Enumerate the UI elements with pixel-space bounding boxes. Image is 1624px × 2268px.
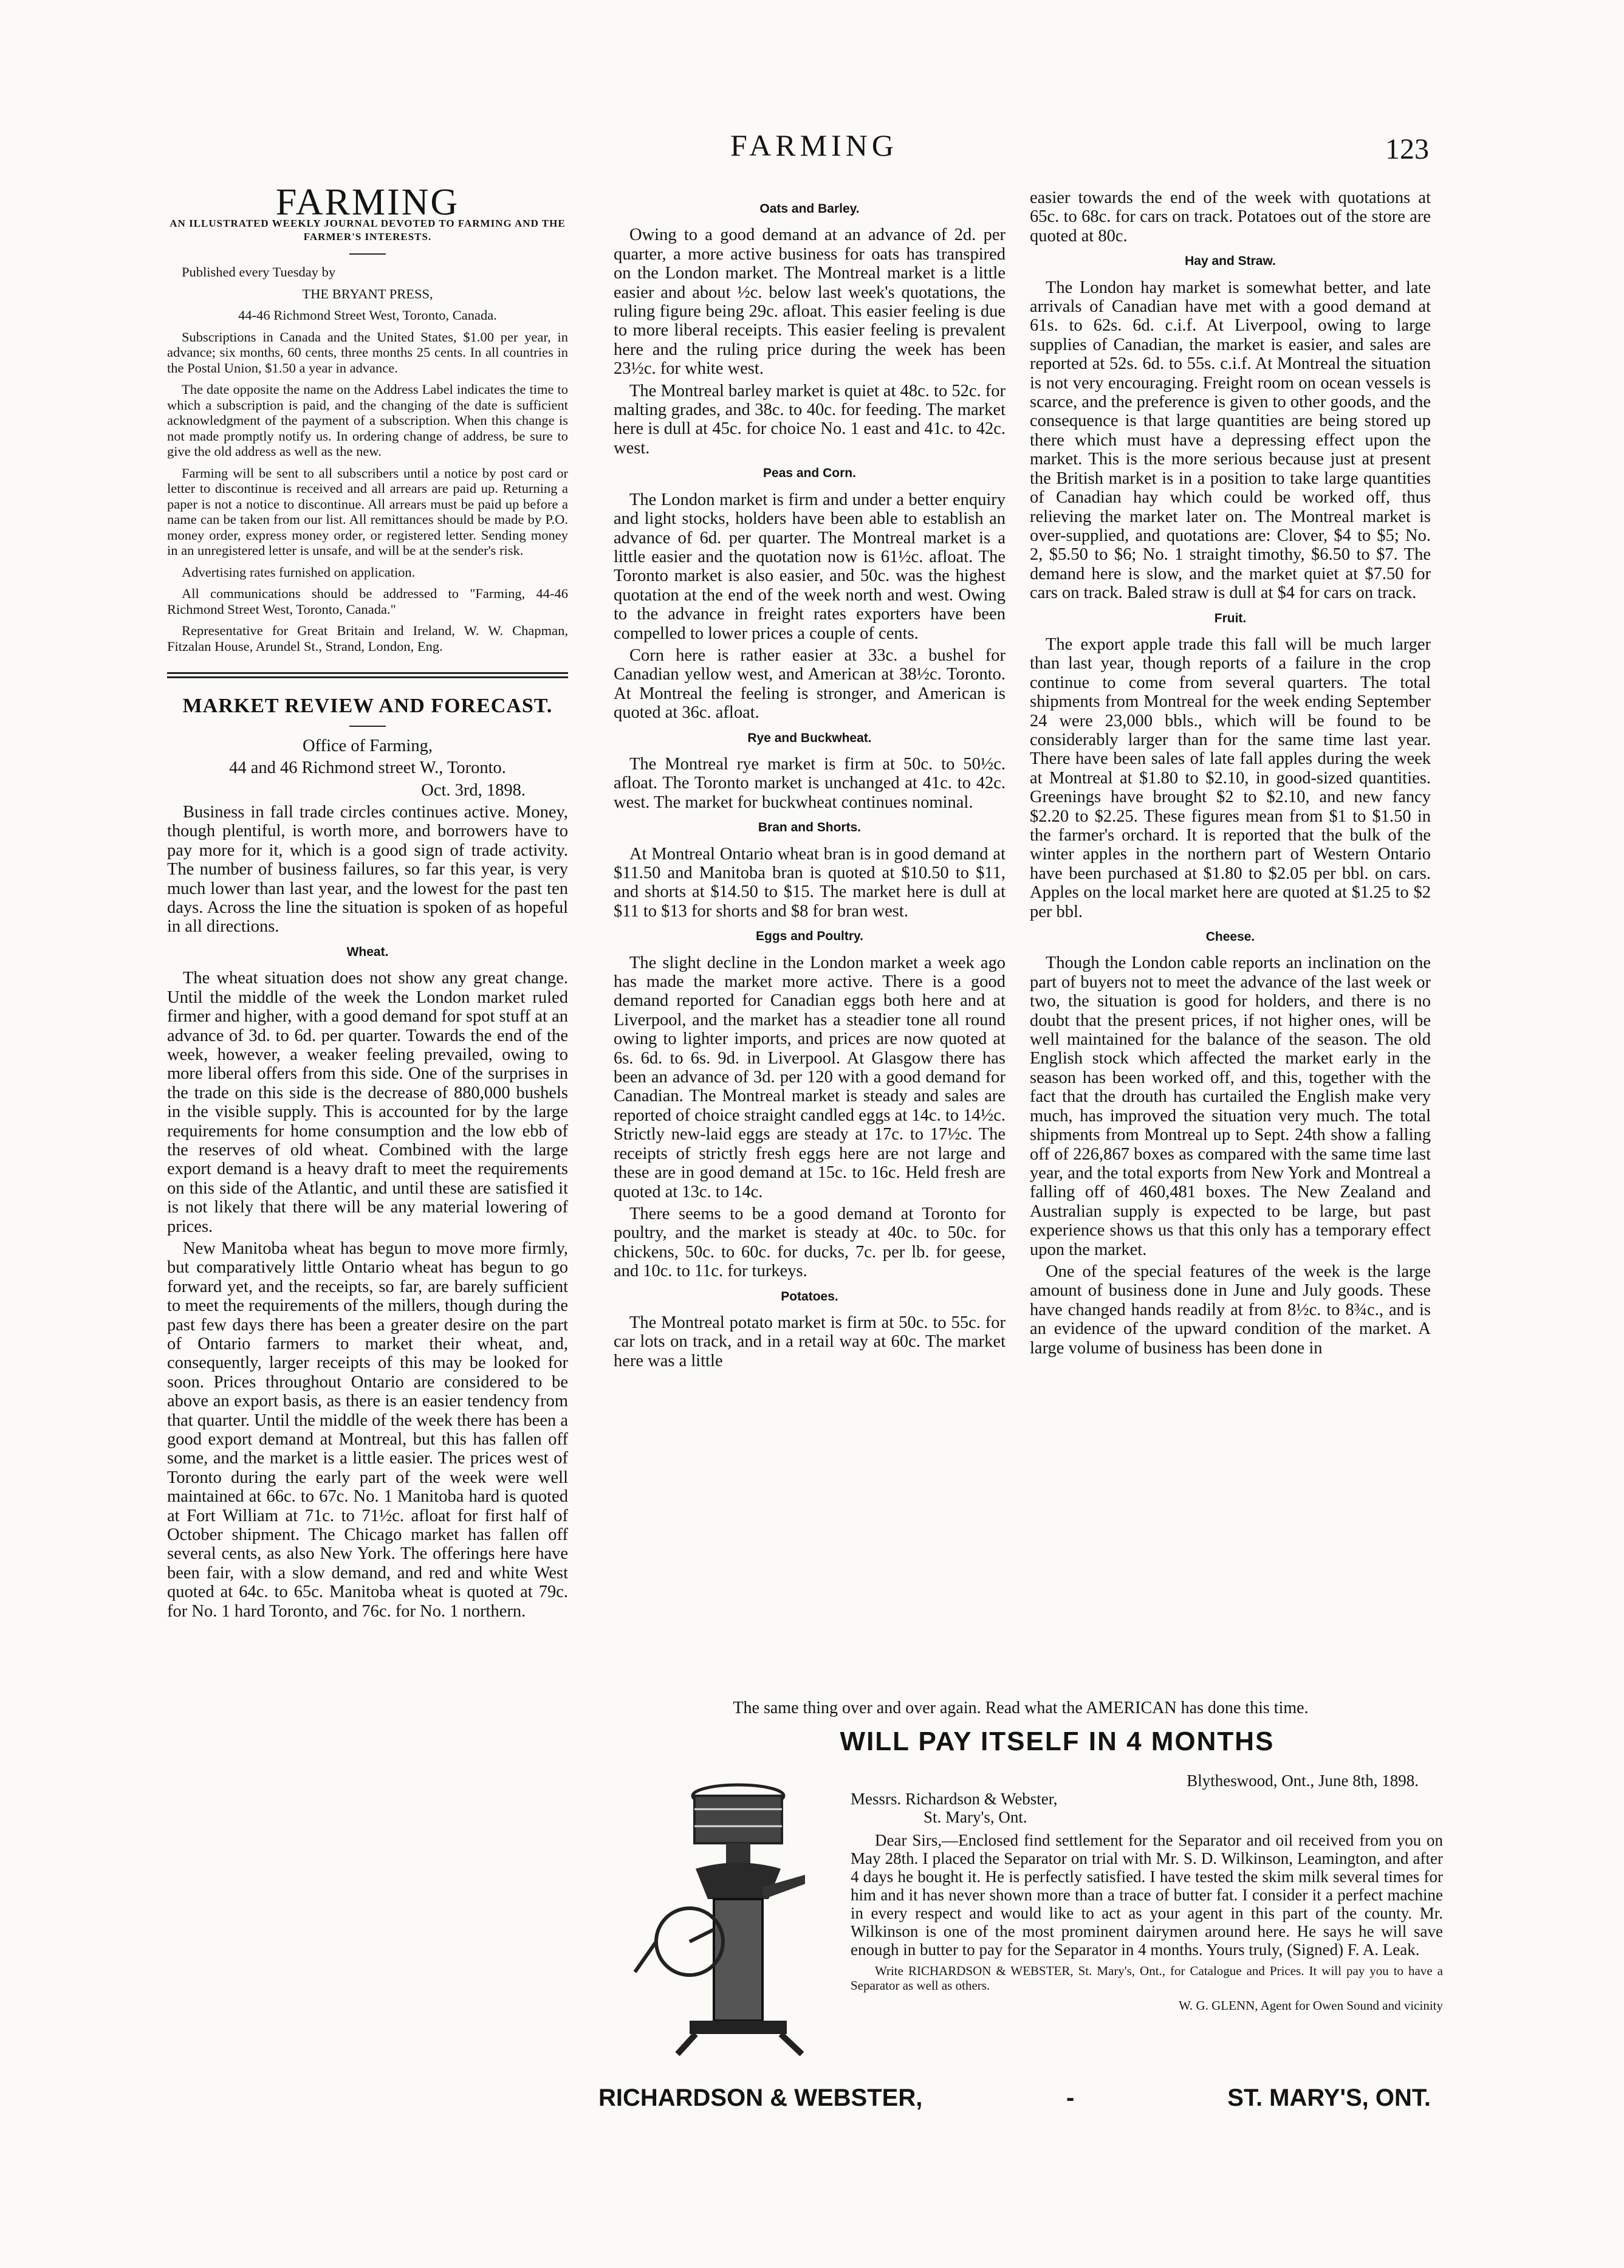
paragraph: The Montreal barley market is quiet at 48c. to 52c. for malting grades, and 38c. to 40c. for feeding. The market here is dull at 45c. for choice No. 1 east and 41c. to 42c. west. [614, 381, 1006, 458]
wheat-paragraph: New Manitoba wheat has begun to move more firmly, but comparatively little Ontario wheat has begun to go forward yet, and the receipts, so far, are barely sufficient to meet the requirements of the millers, though during the past few days there has been a greater desire on the part of Ontario farmers to market their wheat, and, consequently, larger receipts of this may be looked for soon. Prices throughout Ontario are considered to be above an export basis, as there is an easier tendency from that quarter. Until the middle of the week there has been a good export demand at Montreal, but this has fallen off some, and the market is a little easier. The prices west of Toronto during the early part of the week were well maintained at 66c. to 67c. No. 1 Manitoba hard is quoted at Fort William at 71c. to 71½c. afloat for first half of October shipment. The Chicago market has fallen off several cents, as also New York. The offerings here have been fair, with a slow demand, and red and white West quoted at 64c. to 65c. Manitoba wheat is quoted at 79c. for No. 1 hard Toronto, and 76c. for No. 1 northern. [167, 1239, 569, 1621]
section-head: Bran and Shorts. [758, 820, 862, 835]
ad-firm: RICHARDSON & WEBSTER, [598, 2084, 923, 2111]
ad-headline: WILL PAY ITSELF IN 4 MONTHS [840, 1727, 1275, 1756]
paragraph: The export apple trade this fall will be much larger than last year, though reports of a failure in the crop continue to come from several quarters. The total shipments from Montreal for the week ending September 24 were 23,000 bbls., which will be found to be considerably larger than for the same time last year. There have been sales of late fall apples during the week at Montreal at $1.80 to $2.10, in good-sized quantities. Greenings have brought $2 to $2.10, and new fancy $2.20 to $2.25. These figures mean from $1 to $1.50 in the farmer's orchard. It is reported that the bulk of the winter apples in the northern part of Western Ontario have been purchased at $1.80 to $2.05 per bbl. on cars. Apples on the local market here are quoted at $1.25 to $2 per bbl. [1030, 634, 1431, 921]
section-head: Peas and Corn. [763, 466, 856, 481]
publisher-address: 44-46 Richmond Street West, Toronto, Canada. [238, 308, 497, 323]
divider [349, 253, 386, 255]
paragraph: Corn here is rather easier at 33c. a bushel for Canadian yellow west, and American at 38½c. Toronto. At Montreal the feeling is stronger, and American is quoted at 36c. afloat. [614, 645, 1006, 723]
page-number: 123 [1385, 133, 1429, 165]
cream-separator-illustration [623, 1771, 841, 2057]
ad-place: ST. MARY'S, ONT. [1227, 2084, 1431, 2111]
ad-agent: W. G. GLENN, Agent for Owen Sound and vicinity [1179, 1998, 1443, 2013]
section-head: Eggs and Poultry. [756, 929, 863, 944]
column-1 [167, 182, 569, 1624]
ad-footer [598, 2084, 1443, 2112]
paragraph: The London market is firm and under a better enquiry and light stocks, holders have been able to establish an advance of 6d. per quarter. The Montreal market is a little easier and the quotation now is 61½c. afloat. The Toronto market is also easier, and 50c. was the highest quotation at the end of the week north and west. Owing to the advance in freight rates exporters have been compelled to lower prices a couple of cents. [614, 490, 1006, 643]
notice: Subscriptions in Canada and the United States, $1.00 per year, in advance; six months, 60 cents, three months 25 cents. In all countries in the Postal Union, $1.50 a year in advance. [167, 329, 568, 376]
wheat-paragraph: The wheat situation does not show any great change. Until the middle of the week the London market ruled firmer and higher, with a good demand for spot stuff at an advance of 3d. to 6d. per quarter. Towards the end of the week, however, a weaker feeling prevailed, owing to more liberal offers from this side. One of the surprises in the trade on this side is the decrease of 880,000 bushels in the visible supply. This is accounted for by the large requirements for home consumption and the low ebb of the reserves of old wheat. Combined with the large export demand is a heavy draft to meet the requirements on this side of the Atlantic, and until these are satisfied it is not likely that there will be any material lowering of prices. [167, 969, 568, 1236]
paragraph: easier towards the end of the week with quotations at 65c. to 68c. for cars on track. Potatoes out of the store are quoted at 80c. [1030, 188, 1431, 246]
paragraph: One of the special features of the week is the large amount of business done in June and July goods. These have changed hands readily at from 8½c. to 8¾c., and is an evidence of the upward condition of the market. A large volume of business has been done in [1030, 1262, 1431, 1358]
paragraph: Though the London cable reports an inclination on the part of buyers not to meet the advance of the last week or two, the situation is good for holders, and there is no doubt that the present prices, if not higher ones, will be well maintained for the balance of the season. The old English stock which affected the market early in the season has been worked off, and this, together with the fact that the drouth has curtailed the English make very much, has improved the situation very much. The total shipments from Montreal up to Sept. 24th show a falling off of 226,867 boxes as compared with the same time last year, and the total exports from New York and Montreal a falling off of 460,481 boxes. The New Zealand and Australian supply is expected to be large, but past experience shows us that this only has a temporary effect upon the market. [1030, 954, 1431, 1259]
ad-dash: - [1066, 2084, 1075, 2111]
section-head: Fruit. [1214, 611, 1247, 625]
published-line: Published every Tuesday by [182, 264, 336, 280]
running-title: FARMING [730, 128, 898, 162]
masthead-info [167, 264, 568, 654]
office-line: Office of Farming, [303, 736, 433, 755]
paragraph: The London hay market is somewhat better, and late arrivals of Canadian have met with a good demand at 61s. to 62s. 6d. c.i.f. At Liverpool, owing to large supplies of Canadian, the market is easier, and sales are reported at 52s. 6d. to 55s. c.i.f. At Montreal the situation is not very encouraging. Freight room on ocean vessels is scarce, and the preference is given to other goods, and the consequence is that large quantities are being stored up there which must have a depressing effect upon the market. This is the more serious because just at present the British market is in a position to take large quantities of Canadian hay which could be worked off, thus relieving the market later on. The Montreal market is over-supplied, and quotations are: Clover, $4 to $5; No. 2, $5.50 to $6; No. 1 straight timothy, $6.50 to $7. The demand here is slow, and the market quiet at $7.50 for cars on track. Baled straw is dull at $4 for cars on track. [1030, 278, 1431, 603]
paragraph: There seems to be a good demand at Toronto for poultry, and the market is steady at 40c. to 50c. for chickens, 50c. to 60c. for ducks, 7c. per lb. for geese, and 10c. to 11c. for turkeys. [614, 1204, 1006, 1281]
section-head: Rye and Buckwheat. [747, 730, 872, 745]
section-head: Cheese. [1205, 930, 1255, 944]
masthead-subtitle: AN ILLUSTRATED WEEKLY JOURNAL DEVOTED TO FARMING AND THE FARMER'S INTERESTS. [170, 218, 566, 243]
market-date: Oct. 3rd, 1898. [421, 780, 526, 800]
notice: Farming will be sent to all subscribers until a notice by post card or letter to discontinue is received and all arrears are paid up. Returning a paper is not a notice to discontinue. All arrears must be paid up before a name can be taken from our list. All remittances should be made by P.O. money order, express money order, or registered letter. Sending money in an unregistered letter is unsafe, and will be at the sender's risk. [167, 465, 568, 558]
section-head: Hay and Straw. [1185, 254, 1276, 269]
ad-addressee: Messrs. Richardson & Webster, [851, 1790, 1058, 1808]
section-head-wheat: Wheat. [346, 944, 389, 959]
ad-write: Write RICHARDSON & WEBSTER, St. Mary's, Ont., for Catalogue and Prices. It will pay you to have a Separator as well as others. [851, 1964, 1443, 1993]
ad-letter-body: Dear Sirs,—Enclosed find settlement for the Separator and oil received from you on May 28th. I placed the Separator on trial with Mr. S. D. Wilkinson, Leamington, and after 4 days he bought it. He is perfectly satisfied. I have tested the skim milk several times for him and it has never shown more than a trace of butter fat. I consider it a perfect machine in every respect and would like to act as your agent in this part of the county. Mr. Wilkinson is one of the most prominent dairymen around here. He says he will save enough in butter to pay for the Separator in 4 months. Yours truly, (Signed) F. A. Leak. [851, 1831, 1443, 1959]
publisher: THE BRYANT PRESS, [302, 286, 433, 301]
ad-letter [851, 1771, 1443, 2015]
masthead-title: FARMING [275, 182, 460, 223]
paragraph: The Montreal rye market is firm at 50c. to 50½c. afloat. The Toronto market is unchanged at 41c. to 42c. west. The market for buckwheat continues nominal. [614, 754, 1006, 812]
paragraph: At Montreal Ontario wheat bran is in good demand at $11.50 and Manitoba bran is quoted at $10.50 to $11, and shorts at $14.50 to $15. The market here is dull at $11 to $13 for shorts and $8 for bran west. [614, 844, 1006, 921]
paragraph: Owing to a good demand at an advance of 2d. per quarter, a more active business for oats has transpired on the London market. The Montreal market is a little easier and about ½c. below last week's quotations, the ruling figure being 29c. afloat. This easier feeling is due to more liberal receipts. This easier feeling is prevalent here and the ruling price during the week has been 23½c. for white west. [614, 225, 1006, 379]
ad-dateline: Blytheswood, Ont., June 8th, 1898. [1187, 1771, 1419, 1790]
paragraph: The Montreal potato market is firm at 50c. to 55c. for car lots on track, and in a retail way at 60c. The market here was a little [614, 1313, 1006, 1370]
column-3 [1030, 188, 1431, 1361]
column-2 [614, 193, 1006, 1373]
office-address: 44 and 46 Richmond street W., Toronto. [229, 758, 506, 778]
market-title: MARKET REVIEW AND FORECAST. [182, 695, 553, 718]
section-head: Oats and Barley. [759, 202, 860, 216]
market-intro: Business in fall trade circles continues active. Money, though plentiful, is worth more, and borrowers have to pay more for it, which is a good sign of trade activity. The number of business failures, so far this year, is very much lower than last year, and the lowest for the past ten days. Across the line the situation is spoken of as hopeful in all directions. [167, 803, 568, 936]
double-rule [167, 672, 568, 678]
ad-addressee: St. Mary's, Ont. [923, 1808, 1027, 1826]
section-head: Potatoes. [781, 1289, 838, 1304]
notice: Representative for Great Britain and Ireland, W. W. Chapman, Fitzalan House, Arundel St., Strand, London, Eng. [167, 623, 568, 654]
notice: Advertising rates furnished on application. [182, 564, 416, 580]
separator-advertisement [598, 1699, 1443, 2112]
paragraph: The slight decline in the London market a week ago has made the market more active. There is a good demand reported for Canadian eggs both here and at Liverpool, and the market has a steadier tone all round owing to lighter imports, and prices are now quoted at 6s. 6d. to 6s. 9d. in Liverpool. At Glasgow there has been an advance of 3d. per 120 with a good demand for Canadian. The Montreal market is steady and sales are reported of choice straight candled eggs at 14c. to 14½c. Strictly new-laid eggs are steady at 17c. to 17½c. The receipts of strictly fresh eggs here are not large and these are in good demand at 15c. to 16c. Held fresh are quoted at 13c. to 14c. [614, 953, 1006, 1201]
notice: The date opposite the name on the Address Label indicates the time to which a subscription is paid, and the changing of the date is sufficient acknowledgment of the payment of a subscription. When this change is not made promptly notify us. In ordering change of address, be sure to give the old address as well as the new. [167, 382, 568, 459]
notice: All communications should be addressed to "Farming, 44-46 Richmond Street West, Toronto, Canada." [167, 586, 568, 617]
ad-intro: The same thing over and over again. Read what the AMERICAN has done this time. [733, 1699, 1309, 1717]
divider [349, 726, 386, 727]
